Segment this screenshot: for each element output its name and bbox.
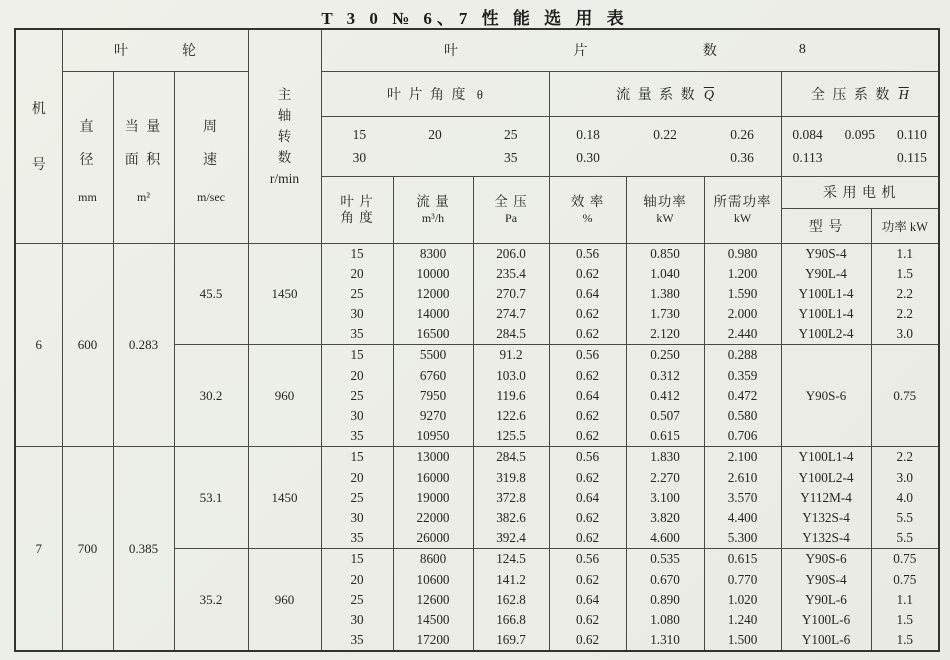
required-power-value: 3.570 (727, 489, 758, 505)
shaft-power-value: 0.890 (650, 591, 680, 607)
pressure-value: 284.5 (496, 449, 526, 465)
pressure-coef-value: 0.115 (897, 150, 927, 165)
shaft-power-list (626, 549, 704, 651)
diameter-char1: 直 (79, 119, 96, 135)
required-power-value: 1.590 (727, 285, 758, 301)
blade-angle-value: 35 (350, 428, 364, 444)
pressure-value: 382.6 (496, 509, 526, 525)
pressure-value: 235.4 (496, 265, 526, 281)
shaft-power-list (626, 345, 704, 447)
rpm-cell: 960 (248, 345, 321, 447)
header-equiv-area (113, 71, 174, 243)
motor-model-value: Y90S-4 (805, 571, 847, 587)
motor-power-value: 5.5 (896, 530, 914, 546)
data-block-row (15, 243, 939, 345)
peripheral-speed-cell: 35.2 (174, 549, 248, 651)
efficiency-unit: % (582, 210, 593, 225)
motor-model-value: Y90S-6 (805, 551, 847, 567)
angle-value (397, 146, 473, 169)
required-power-value: 0.580 (727, 408, 758, 423)
blade-angle-value: 25 (350, 489, 364, 505)
motor-power-value: 1.1 (896, 245, 914, 261)
shaft-power-value: 0.250 (650, 347, 680, 363)
header-peripheral-speed (174, 71, 248, 243)
flow-value: 9270 (419, 408, 447, 423)
col-header-shaft-power (626, 176, 704, 243)
blade-count-char1: 叶 (443, 44, 458, 60)
shaft-power-value: 1.380 (650, 285, 680, 301)
flow-coef-value: 0.36 (730, 150, 754, 165)
motor-power-list (871, 447, 939, 549)
flow-value: 7950 (419, 387, 447, 403)
rpm-cell: 1450 (248, 447, 321, 549)
pressure-coef-values (781, 116, 939, 176)
shaft-power-value: 0.850 (650, 245, 680, 261)
pressure-value: 124.5 (496, 551, 526, 567)
efficiency-label: 效 率 (570, 193, 605, 209)
motor-model-value: Y100L-6 (801, 611, 851, 627)
motor-power-value: 4.0 (896, 489, 914, 505)
required-power-value: 0.472 (727, 387, 758, 403)
header-shaft-rpm (248, 29, 321, 243)
motor-power-value: 1.1 (896, 591, 914, 607)
shaft-power-value: 0.412 (650, 387, 680, 403)
motor-power-label: 功率 kW (881, 219, 928, 234)
required-power-value: 1.200 (727, 265, 758, 281)
flow-unit: m³/h (421, 210, 445, 225)
pressure-value: 392.4 (496, 530, 526, 546)
pressure-value: 274.7 (496, 306, 526, 322)
pressure-value: 122.6 (496, 408, 526, 423)
rpm-cell: 1450 (248, 243, 321, 345)
peripheral-speed-unit: m/sec (197, 189, 226, 204)
efficiency-value: 0.62 (575, 571, 600, 587)
motor-power-value: 0.75 (893, 551, 917, 567)
pressure-value: 206.0 (496, 245, 526, 261)
angle-value: 20 (428, 127, 442, 142)
motor-power-value: 2.2 (896, 306, 914, 322)
required-power-value: 2.610 (727, 469, 758, 485)
efficiency-value: 0.64 (575, 489, 600, 505)
blade-angle-value: 30 (350, 611, 364, 627)
efficiency-value: 0.64 (575, 285, 600, 301)
blade-angle-value: 30 (350, 408, 364, 423)
motor-power-list (871, 549, 939, 651)
blade-angle-value: 25 (350, 591, 364, 607)
flow-value: 5500 (419, 347, 447, 363)
required-power-value: 0.359 (727, 367, 758, 383)
flow-coef-value: 0.26 (730, 127, 754, 142)
pressure-value: 91.2 (499, 347, 523, 363)
pressure-value: 372.8 (496, 489, 526, 505)
blade-angle-list (321, 549, 393, 651)
shaft-power-value: 0.670 (650, 571, 680, 587)
angle-value: 15 (352, 127, 367, 142)
required-power-value: 1.500 (727, 632, 758, 648)
efficiency-list (549, 345, 626, 447)
required-power-value: 0.615 (727, 551, 758, 567)
motor-model-value: Y90L-4 (805, 265, 847, 281)
required-power-value: 0.980 (727, 245, 758, 261)
shaft-power-value: 3.820 (650, 509, 680, 525)
header-flow-coef (549, 71, 781, 116)
shaft-rpm-unit: r/min (269, 170, 300, 186)
flow-list (393, 549, 473, 651)
flow-value: 19000 (416, 489, 450, 505)
header-blade-count (321, 29, 939, 71)
shaft-power-value: 1.040 (650, 265, 680, 281)
pressure-value: 119.6 (496, 387, 526, 403)
efficiency-value: 0.62 (575, 367, 600, 383)
motor-power-cell: 0.75 (871, 345, 939, 447)
efficiency-list (549, 549, 626, 651)
efficiency-value: 0.62 (575, 326, 600, 342)
flow-coef-value: 0.22 (653, 127, 677, 142)
machine-no-cell: 7 (15, 447, 62, 651)
equiv-area-unit: m² (137, 189, 150, 204)
shaft-power-list (626, 447, 704, 549)
required-power-unit: kW (733, 210, 752, 225)
flow-coef-label: 流 量 系 数 (616, 87, 697, 103)
angle-value: 30 (352, 150, 367, 165)
flow-value: 17200 (416, 632, 450, 648)
motor-model-value: Y100L-6 (801, 632, 851, 648)
blade-angle-value: 15 (350, 245, 364, 261)
flow-coef-value (627, 146, 704, 169)
motor-power-value: 1.5 (896, 632, 914, 648)
flow-list (393, 345, 473, 447)
blade-angle-list (321, 243, 393, 345)
motor-power-value: 3.0 (896, 326, 914, 342)
blade-angle-value: 20 (350, 571, 364, 587)
efficiency-value: 0.62 (575, 306, 600, 322)
angle-value: 35 (503, 150, 518, 165)
motor-power-value: 3.0 (896, 469, 914, 485)
efficiency-value: 0.56 (575, 245, 600, 261)
efficiency-value: 0.56 (575, 347, 600, 363)
blade-angle-value: 20 (350, 469, 364, 485)
pressure-value: 125.5 (496, 428, 526, 444)
required-power-value: 2.100 (727, 449, 758, 465)
efficiency-list (549, 447, 626, 549)
motor-model-value: Y100L1-4 (798, 449, 854, 465)
machine-no-char2: 号 (31, 158, 46, 174)
performance-table (14, 28, 940, 652)
header-diameter (62, 71, 113, 243)
motor-power-value: 2.2 (896, 449, 914, 465)
blade-angle-value: 15 (350, 551, 364, 567)
blade-angle-label-line1: 叶 片 (340, 193, 374, 209)
flow-value: 10000 (416, 265, 450, 281)
blade-angle-value: 35 (350, 632, 364, 648)
required-power-value: 2.440 (727, 326, 758, 342)
required-power-value: 0.288 (727, 347, 758, 363)
shaft-power-value: 3.100 (650, 489, 680, 505)
pressure-coef-value: 0.113 (792, 150, 823, 165)
flow-value: 12600 (416, 591, 450, 607)
motor-power-value: 1.5 (896, 265, 914, 281)
pressure-list (473, 243, 549, 345)
motor-model-label: 型 号 (808, 219, 844, 235)
flow-value: 13000 (416, 449, 450, 465)
shaft-power-value: 2.270 (650, 469, 680, 485)
flow-coef-value: 0.30 (576, 150, 600, 165)
efficiency-value: 0.64 (575, 591, 600, 607)
motor-model-list (781, 447, 871, 549)
diameter-char2: 径 (79, 152, 96, 168)
required-power-label: 所需功率 (713, 193, 772, 209)
efficiency-list (549, 243, 626, 345)
blade-angle-value: 25 (350, 285, 364, 301)
motor-model-value: Y132S-4 (802, 530, 850, 546)
blade-count-value: 8 (798, 42, 806, 58)
col-header-motor-power (871, 208, 939, 243)
pressure-value: 270.7 (496, 285, 526, 301)
equiv-area-cell: 0.283 (113, 243, 174, 447)
pressure-value: 141.2 (496, 571, 526, 587)
pressure-value: 169.7 (496, 632, 526, 648)
motor-model-value: Y90S-4 (805, 245, 847, 261)
shaft-rpm-char2: 轴 (277, 107, 292, 123)
impeller-char2: 轮 (182, 44, 197, 60)
efficiency-value: 0.56 (575, 551, 600, 567)
theta-symbol: θ (476, 86, 484, 102)
motor-model-value: Y100L1-4 (798, 306, 854, 322)
required-power-list (704, 549, 781, 651)
flow-value: 22000 (416, 509, 450, 525)
shaft-power-value: 1.830 (650, 449, 680, 465)
motor-power-list (871, 243, 939, 345)
efficiency-value: 0.62 (575, 428, 600, 444)
required-power-value: 0.706 (727, 428, 758, 444)
col-header-blade-angle (321, 176, 393, 243)
pressure-list (473, 447, 549, 549)
flow-label: 流 量 (416, 193, 450, 209)
col-header-efficiency (549, 176, 626, 243)
col-header-required-power (704, 176, 781, 243)
shaft-power-value: 0.615 (650, 428, 680, 444)
pressure-label: 全 压 (494, 193, 528, 209)
blade-angle-coef-label: 叶 片 角 度 (387, 87, 468, 103)
diameter-cell: 600 (62, 243, 113, 447)
col-header-flow (393, 176, 473, 243)
blade-angle-value: 30 (350, 306, 364, 322)
flow-value: 6760 (419, 367, 447, 383)
efficiency-value: 0.62 (575, 469, 600, 485)
col-header-motor (781, 176, 939, 208)
motor-model-value: Y112M-4 (800, 489, 852, 505)
efficiency-value: 0.62 (575, 408, 600, 423)
motor-power-value: 0.75 (893, 571, 917, 587)
flow-value: 14500 (416, 611, 450, 627)
flow-value: 14000 (416, 306, 450, 322)
pressure-coef-symbol: $\overline{H}$ (898, 87, 909, 103)
flow-value: 8600 (419, 551, 447, 567)
machine-no-cell: 6 (15, 243, 62, 447)
motor-model-list (781, 549, 871, 651)
blade-angle-value: 20 (350, 265, 364, 281)
motor-model-value: Y100L2-4 (798, 326, 854, 342)
motor-model-value: Y100L2-4 (798, 469, 854, 485)
equiv-area-cell: 0.385 (113, 447, 174, 651)
motor-power-value: 5.5 (896, 509, 914, 525)
machine-no-char1: 机 (31, 102, 46, 118)
motor-model-list (781, 243, 871, 345)
flow-value: 16500 (416, 326, 450, 342)
flow-value: 10950 (416, 428, 450, 444)
required-power-value: 2.000 (727, 306, 758, 322)
blade-angle-value: 35 (350, 326, 364, 342)
rpm-cell: 960 (248, 549, 321, 651)
flow-coef-value: 0.18 (576, 127, 600, 142)
efficiency-value: 0.62 (575, 530, 600, 546)
shaft-power-value: 1.730 (650, 306, 680, 322)
motor-model-cell: Y90S-6 (781, 345, 871, 447)
page-title: T 3 0 № 6、7 性 能 选 用 表 (321, 9, 629, 28)
blade-angle-value: 25 (350, 387, 364, 403)
flow-coef-values (549, 116, 781, 176)
angle-coef-values (321, 116, 549, 176)
flow-list (393, 243, 473, 345)
pressure-coef-value: 0.095 (844, 127, 875, 142)
diameter-unit: mm (78, 189, 97, 204)
shaft-power-value: 2.120 (650, 326, 680, 342)
required-power-value: 5.300 (727, 530, 758, 546)
pressure-unit: Pa (505, 210, 518, 225)
required-power-list (704, 447, 781, 549)
header-machine-no (15, 29, 62, 243)
data-block-row (15, 447, 939, 549)
required-power-list (704, 345, 781, 447)
pressure-coef-value: 0.110 (897, 127, 927, 142)
pressure-coef-value: 0.084 (792, 127, 823, 142)
pressure-value: 103.0 (496, 367, 526, 383)
shaft-power-label: 轴功率 (643, 193, 687, 209)
peripheral-speed-char1: 周 (203, 119, 220, 135)
required-power-value: 0.770 (727, 571, 758, 587)
pressure-value: 319.8 (496, 469, 526, 485)
blade-count-char3: 数 (702, 44, 717, 60)
blade-angle-value: 20 (350, 367, 364, 383)
flow-list (393, 447, 473, 549)
blade-angle-value: 30 (350, 509, 364, 525)
col-header-pressure (473, 176, 549, 243)
shaft-rpm-char3: 转 (277, 128, 292, 144)
blade-angle-value: 15 (350, 347, 364, 363)
flow-value: 12000 (416, 285, 450, 301)
shaft-power-value: 1.310 (650, 632, 680, 648)
shaft-power-unit: kW (656, 210, 674, 225)
flow-value: 26000 (416, 530, 450, 546)
blade-angle-list (321, 345, 393, 447)
header-blade-angle-coef (321, 71, 549, 116)
motor-model-value: Y90L-6 (805, 591, 847, 607)
blade-count-char2: 片 (573, 44, 588, 60)
header-pressure-coef (781, 71, 939, 116)
diameter-cell: 700 (62, 447, 113, 651)
flow-value: 10600 (416, 571, 450, 587)
blade-angle-label-line2: 角 度 (340, 209, 374, 225)
motor-power-value: 1.5 (896, 611, 914, 627)
pressure-list (473, 345, 549, 447)
motor-model-value: Y132S-4 (802, 509, 850, 525)
efficiency-value: 0.64 (575, 387, 600, 403)
efficiency-value: 0.62 (575, 509, 600, 525)
shaft-power-value: 0.312 (650, 367, 680, 383)
required-power-value: 1.020 (727, 591, 758, 607)
pressure-coef-label: 全 压 系 数 (810, 87, 892, 103)
motor-power-value: 2.2 (896, 285, 914, 301)
pressure-list (473, 549, 549, 651)
shaft-power-value: 0.507 (650, 408, 680, 423)
impeller-char1: 叶 (114, 44, 129, 60)
flow-value: 8300 (419, 245, 447, 261)
flow-coef-symbol: $\overline{Q}$ (703, 87, 714, 103)
peripheral-speed-char2: 速 (203, 152, 220, 168)
equiv-area-line2: 面 积 (124, 152, 163, 168)
efficiency-value: 0.56 (575, 449, 600, 465)
required-power-list (704, 243, 781, 345)
header-row-2 (15, 71, 939, 116)
required-power-value: 4.400 (727, 509, 758, 525)
blade-angle-list (321, 447, 393, 549)
motor-label: 采 用 电 机 (823, 186, 897, 201)
peripheral-speed-cell: 30.2 (174, 345, 248, 447)
shaft-rpm-char4: 数 (277, 149, 292, 165)
blade-angle-value: 35 (350, 530, 364, 546)
angle-value: 25 (503, 127, 518, 142)
peripheral-speed-cell: 53.1 (174, 447, 248, 549)
efficiency-value: 0.62 (575, 632, 600, 648)
shaft-power-value: 1.080 (650, 611, 680, 627)
equiv-area-line1: 当 量 (124, 119, 163, 135)
shaft-rpm-char1: 主 (277, 86, 292, 102)
pressure-value: 284.5 (496, 326, 526, 342)
efficiency-value: 0.62 (575, 611, 600, 627)
shaft-power-list (626, 243, 704, 345)
header-row-1 (15, 29, 939, 71)
shaft-power-value: 4.600 (650, 530, 680, 546)
pressure-coef-value (834, 146, 886, 169)
blade-angle-value: 15 (350, 449, 364, 465)
required-power-value: 1.240 (727, 611, 758, 627)
efficiency-value: 0.62 (575, 265, 600, 281)
shaft-power-value: 0.535 (650, 551, 680, 567)
motor-model-value: Y100L1-4 (798, 285, 854, 301)
header-impeller (62, 29, 248, 71)
col-header-motor-model (781, 208, 871, 243)
pressure-value: 166.8 (496, 611, 526, 627)
peripheral-speed-cell: 45.5 (174, 243, 248, 345)
pressure-value: 162.8 (496, 591, 526, 607)
flow-value: 16000 (416, 469, 450, 485)
